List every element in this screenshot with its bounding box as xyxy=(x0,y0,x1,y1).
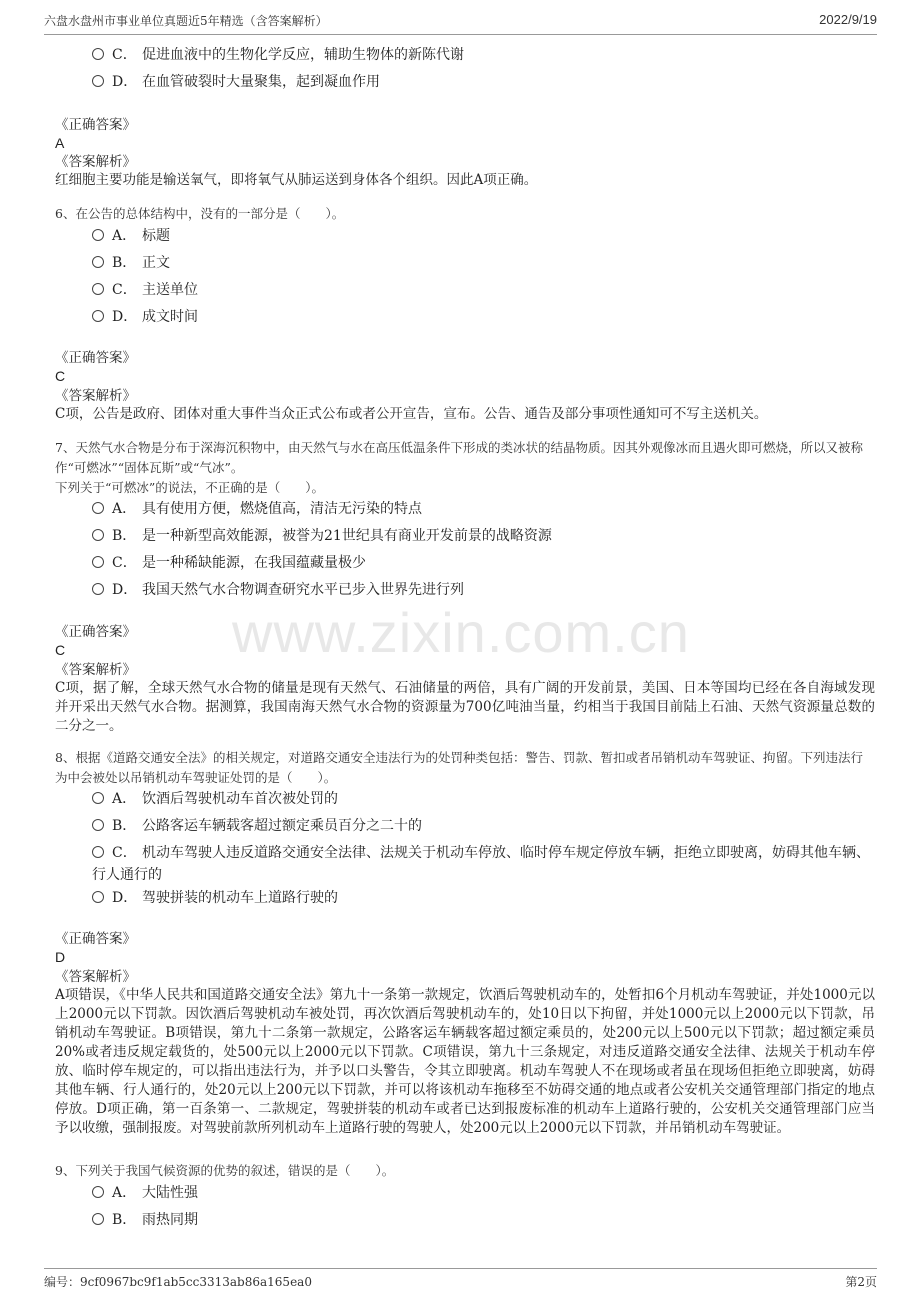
radio-icon[interactable] xyxy=(92,1213,104,1225)
option-c[interactable]: C． 促进血液中的生物化学反应，辅助生物体的新陈代谢 xyxy=(92,44,464,66)
option-c[interactable]: C． 是一种稀缺能源，在我国蕴藏量极少 xyxy=(92,552,366,574)
option-d[interactable]: D． 驾驶拼装的机动车上道路行驶的 xyxy=(92,887,338,909)
explanation-label: 《答案解析》 xyxy=(55,969,136,985)
radio-icon[interactable] xyxy=(92,256,104,268)
radio-icon[interactable] xyxy=(92,502,104,514)
page-number: 第2页 xyxy=(845,1275,877,1289)
option-b[interactable]: B． 公路客运车辆载客超过额定乘员百分之二十的 xyxy=(92,815,422,837)
radio-icon[interactable] xyxy=(92,846,104,858)
radio-icon[interactable] xyxy=(92,310,104,322)
radio-icon[interactable] xyxy=(92,229,104,241)
watermark: www.zixin.com.cn xyxy=(232,601,690,664)
explanation-label: 《答案解析》 xyxy=(55,662,136,678)
document-code: 编号：9cf0967bc9f1ab5cc3313ab86a165ea0 xyxy=(44,1275,312,1289)
option-b[interactable]: B． 是一种新型高效能源，被誉为21世纪具有商业开发前景的战略资源 xyxy=(92,525,552,547)
option-d[interactable]: D． 成文时间 xyxy=(92,306,198,328)
explanation-text: A项错误，《中华人民共和国道路交通安全法》第九十一条第一款规定，饮酒后驾驶机动车的，处暂扣6个月机动车驾驶证，并处1000元以上2000元以下罚款。因饮酒后驾驶机动车被处罚，再次饮酒后驾驶机动车的，处10日以下拘留，并处1000元以上2000元以下罚款，吊销机动车驾驶证。B项错误，第九十二条第一款规定，公路客运车辆载客超过额定乘员的，处200元以上500元以下罚款；超过额定乘员20%或者违反规定载货的，处500元以上2000元以下罚款。C项错误，第九十三条规定，对违反道路交通安全法律、法规关于机动车停放、临时停车规定的，可以指出违法行为，并予以口头警告，令其立即驶离。机动车驾驶人不在现场或者虽在现场但拒绝立即驶离，妨碍其他车辆、行人通行的，处20元以上200元以下罚款，并可以将该机动车拖移至不妨碍交通的地点或者公安机关交通管理部门指定的地点停放。D项正确，第一百条第一、二款规定，驾驶拼装的机动车或者已达到报废标准的机动车上道路行驶的，公安机关交通管理部门应当予以收缴，强制报废。对驾驶前款所列机动车上道路行驶的驾驶人，处200元以上2000元以下罚款，并吊销机动车驾驶证。 xyxy=(55,987,875,1136)
option-a[interactable]: A． 具有使用方便，燃烧值高，清洁无污染的特点 xyxy=(92,498,422,520)
question-7: 7、天然气水合物是分布于深海沉积物中，由天然气与水在高压低温条件下形成的类冰状的结晶物质。因其外观像冰而且遇火即可燃烧，所以又被称作“可燃冰”“固体瓦斯”或“气冰”。 xyxy=(55,440,863,475)
option-a[interactable]: A． 大陆性强 xyxy=(92,1182,198,1204)
answer-value: C xyxy=(55,368,66,384)
answer-label: 《正确答案》 xyxy=(55,117,136,133)
option-b[interactable]: B． 正文 xyxy=(92,252,170,274)
radio-icon[interactable] xyxy=(92,792,104,804)
radio-icon[interactable] xyxy=(92,48,104,60)
radio-icon[interactable] xyxy=(92,819,104,831)
answer-label: 《正确答案》 xyxy=(55,931,136,947)
explanation-label: 《答案解析》 xyxy=(55,154,136,170)
radio-icon[interactable] xyxy=(92,891,104,903)
document-title: 六盘水盘州市事业单位真题近5年精选（含答案解析） xyxy=(44,14,328,28)
radio-icon[interactable] xyxy=(92,583,104,595)
option-d[interactable]: D． 在血管破裂时大量聚集，起到凝血作用 xyxy=(92,71,380,93)
option-a[interactable]: A． 标题 xyxy=(92,225,170,247)
page-footer xyxy=(44,1268,877,1295)
explanation-text: C项，公告是政府、团体对重大事件当众正式公布或者公开宣告，宣布。公告、通告及部分事项性通知可不写主送机关。 xyxy=(55,406,768,422)
question-8: 8、根据《道路交通安全法》的相关规定，对道路交通安全违法行为的处罚种类包括：警告、罚款、暂扣或者吊销机动车驾驶证、拘留。下列违法行为中会被处以吊销机动车驾驶证处罚的是（ ）。 xyxy=(55,750,863,785)
answer-label: 《正确答案》 xyxy=(55,624,136,640)
option-c[interactable]: C． 主送单位 xyxy=(92,279,198,301)
radio-icon[interactable] xyxy=(92,529,104,541)
answer-value: C xyxy=(55,642,66,658)
page-header xyxy=(44,12,877,35)
option-b[interactable]: B． 雨热同期 xyxy=(92,1209,198,1231)
radio-icon[interactable] xyxy=(92,556,104,568)
answer-value: A xyxy=(55,135,65,151)
radio-icon[interactable] xyxy=(92,283,104,295)
answer-value: D xyxy=(55,949,66,965)
explanation-text: C项，据了解，全球天然气水合物的储量是现有天然气、石油储量的两倍，具有广阔的开发前景，美国、日本等国均已经在各自海域发现并开采出天然气水合物。据测算，我国南海天然气水合物的资源量为700亿吨油当量，约相当于我国目前陆上石油、天然气资源量总数的二分之一。 xyxy=(55,680,875,734)
explanation-text: 红细胞主要功能是输送氧气，即将氧气从肺运送到身体各个组织。因此A项正确。 xyxy=(55,172,538,188)
option-a[interactable]: A． 饮酒后驾驶机动车首次被处罚的 xyxy=(92,788,338,810)
answer-label: 《正确答案》 xyxy=(55,350,136,366)
question-7-prompt: 下列关于“可燃冰”的说法，不正确的是（ ）。 xyxy=(55,480,325,495)
option-d[interactable]: D． 我国天然气水合物调查研究水平已步入世界先进行列 xyxy=(92,579,464,601)
radio-icon[interactable] xyxy=(92,1186,104,1198)
radio-icon[interactable] xyxy=(92,75,104,87)
question-9: 9、下列关于我国气候资源的优势的叙述，错误的是（ ）。 xyxy=(55,1163,395,1178)
question-6: 6、在公告的总体结构中，没有的一部分是（ ）。 xyxy=(55,206,345,221)
option-c[interactable]: C． 机动车驾驶人违反道路交通安全法律、法规关于机动车停放、临时停车规定停放车辆，拒绝立即驶离，妨碍其他车辆、行人通行的 xyxy=(92,845,870,883)
explanation-label: 《答案解析》 xyxy=(55,388,136,404)
document-date: 2022/9/19 xyxy=(819,12,877,27)
